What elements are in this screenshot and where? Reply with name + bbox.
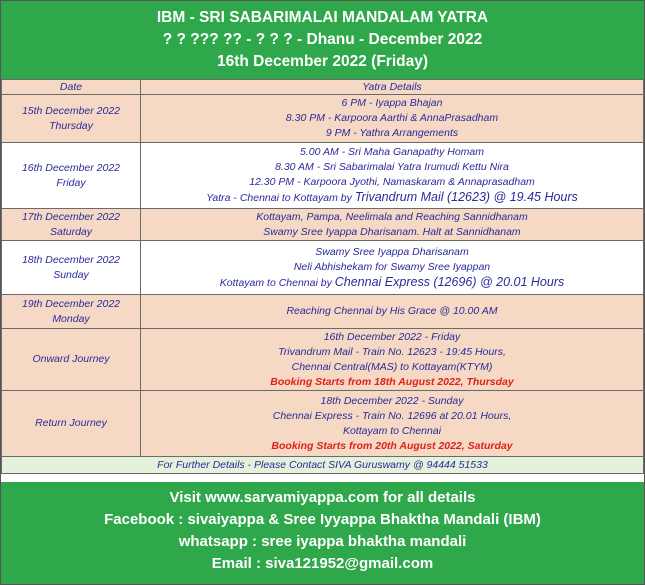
footer-whatsapp: whatsapp : sree iyappa bhaktha mandali: [178, 533, 467, 550]
journey-label-cell: Onward Journey: [2, 329, 141, 391]
footer-banner: [1, 482, 644, 584]
table-row: [2, 329, 644, 391]
details-cell: 6 PM - Iyappa Bhajan 8.30 PM - Karpoora Aarthi & AnnaPrasadham 9 PM - Yathra Arrangements: [141, 95, 644, 143]
details-cell: Reaching Chennai by His Grace @ 10.00 AM: [141, 295, 644, 329]
footer-email: Email : siva121952@gmail.com: [211, 555, 434, 572]
table-row: [2, 95, 644, 143]
journey-label-cell: Return Journey: [2, 391, 141, 457]
table-row: [2, 391, 644, 457]
footer-facebook: Facebook : sivaiyappa & Sree Iyyappa Bhaktha Mandali (IBM): [104, 511, 541, 528]
footer-website: Visit www.sarvamiyappa.com for all details: [169, 489, 476, 506]
date-cell: 19th December 2022 Monday: [2, 295, 141, 329]
date-cell: 15th December 2022 Thursday: [2, 95, 141, 143]
schedule-table: [1, 79, 644, 474]
train-name: Trivandrum Mail (12623) @ 19.45 Hours: [354, 190, 578, 204]
contact-note: For Further Details - Please Contact SIVA Guruswamy @ 94444 51533: [2, 457, 644, 474]
header-title: IBM - SRI SABARIMALAI MANDALAM YATRA: [156, 9, 489, 26]
header-subtitle: ? ? ??? ?? - ? ? ? - Dhanu - December 2022: [162, 31, 483, 48]
details-cell: Swamy Sree Iyappa Dharisanam Neli Abhishekam for Swamy Sree Iyappan Kottayam to Chennai by Chennai Express (12696) @ 20.01 Hours: [141, 241, 644, 295]
header-date: 16th December 2022 (Friday): [216, 53, 429, 70]
details-cell: 16th December 2022 - Friday Trivandrum Mail - Train No. 12623 - 19:45 Hours, Chennai Central(MAS) to Kottayam(KTYM) Booking Starts from 18th August 2022, Thursday: [141, 329, 644, 391]
date-cell: 16th December 2022 Friday: [2, 143, 141, 209]
table-header-row: [2, 80, 644, 95]
booking-notice: Booking Starts from 20th August 2022, Saturday: [271, 439, 513, 452]
train-line: Kottayam to Chennai by Chennai Express (12696) @ 20.01 Hours: [219, 274, 565, 289]
date-cell: 17th December 2022 Saturday: [2, 209, 141, 241]
column-header-date: Date: [2, 80, 141, 95]
header-banner: [1, 1, 644, 79]
table-row: [2, 295, 644, 329]
contact-row: [2, 457, 644, 474]
booking-notice: Booking Starts from 18th August 2022, Thursday: [270, 375, 514, 388]
details-cell: 18th December 2022 - Sunday Chennai Express - Train No. 12696 at 20.01 Hours, Kottayam to Chennai Booking Starts from 20th August 2022, Saturday: [141, 391, 644, 457]
table-row: [2, 143, 644, 209]
details-cell: 5.00 AM - Sri Maha Ganapathy Homam 8.30 AM - Sri Sabarimalai Yatra Irumudi Kettu Nira 12.30 PM - Karpoora Jyothi, Namaskaram & Annaprasadham Yatra - Chennai to Kottayam by Trivandrum Mail (12623) @ 19.45 Hours: [141, 143, 644, 209]
table-row: [2, 209, 644, 241]
column-header-details: Yatra Details: [141, 80, 644, 95]
details-cell: Kottayam, Pampa, Neelimala and Reaching Sannidhanam Swamy Sree Iyappa Dharisanam. Halt at Sannidhanam: [141, 209, 644, 241]
train-name: Chennai Express (12696) @ 20.01 Hours: [334, 274, 565, 289]
table-row: [2, 241, 644, 295]
train-line: Yatra - Chennai to Kottayam by Trivandrum Mail (12623) @ 19.45 Hours: [206, 190, 578, 204]
date-cell: 18th December 2022 Sunday: [2, 241, 141, 295]
